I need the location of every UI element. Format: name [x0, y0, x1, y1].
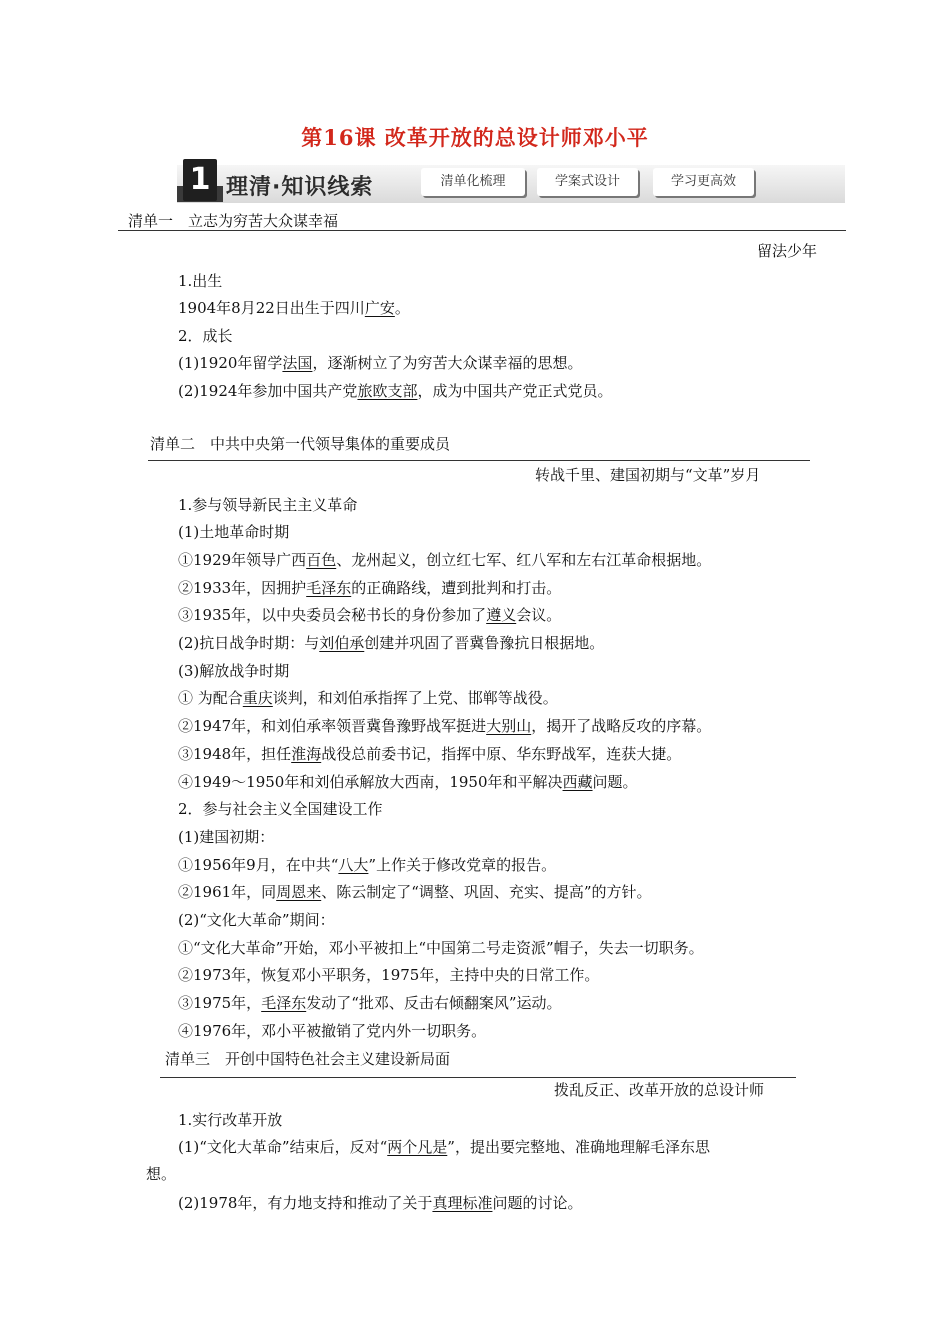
section3-rule: [160, 1077, 796, 1078]
s2-line: ③1948年，担任淮海战役总前委书记，指挥中原、华东野战军，连获大捷。: [178, 745, 682, 763]
pill-checklist: 清单化梳理: [421, 168, 525, 196]
s2-line: ①1929年领导广西百色、龙州起义，创立红七军、红八军和左右江革命根据地。: [178, 551, 712, 569]
s3-line: 想。: [146, 1165, 177, 1183]
s2-line: ③1935年，以中央委员会秘书长的身份参加了遵义会议。: [178, 606, 562, 624]
section2-heading: 清单二 中共中央第一代领导集体的重要成员: [150, 435, 451, 453]
s2-line: ②1973年，恢复邓小平职务，1975年，主持中央的日常工作。: [178, 966, 600, 984]
s2-line: 1.参与领导新民主主义革命: [178, 496, 358, 514]
s1-line: (2)1924年参加中国共产党旅欧支部，成为中国共产党正式党员。: [178, 382, 613, 400]
banner-heading: 理清·知识线索: [226, 175, 374, 200]
section1-rule: [118, 230, 846, 231]
s2-line: (1)土地革命时期: [178, 523, 290, 541]
s2-line: (2)“文化大革命”期间：: [178, 911, 335, 929]
section2-rule: [148, 460, 810, 461]
s2-line: (1)建国初期：: [178, 828, 275, 846]
s2-line: (2)抗日战争时期：与刘伯承创建并巩固了晋冀鲁豫抗日根据地。: [178, 634, 605, 652]
s2-line: 2．参与社会主义全国建设工作: [178, 800, 383, 818]
s2-line: ②1961年，同周恩来、陈云制定了“调整、巩固、充实、提高”的方针。: [178, 883, 652, 901]
s2-line: ④1949～1950年和刘伯承解放大西南，1950年和平解决西藏问题。: [178, 773, 638, 791]
section2-subtitle: 转战千里、建国初期与“文革”岁月: [535, 466, 761, 484]
section3-subtitle: 拨乱反正、改革开放的总设计师: [554, 1081, 765, 1099]
s2-line: ②1933年，因拥护毛泽东的正确路线，遭到批判和打击。: [178, 579, 562, 597]
s1-line: (1)1920年留学法国，逐渐树立了为穷苦大众谋幸福的思想。: [178, 354, 583, 372]
s2-line: ① 为配合重庆谈判，和刘伯承指挥了上党、邯郸等战役。: [178, 689, 558, 707]
s2-line: ③1975年，毛泽东发动了“批邓、反击右倾翻案风”运动。: [178, 994, 562, 1012]
s2-line: (3)解放战争时期: [178, 662, 290, 680]
pill-efficiency: 学习更高效: [653, 168, 754, 196]
s2-line: ②1947年，和刘伯承率领晋冀鲁豫野战军挺进大别山，揭开了战略反攻的序幕。: [178, 717, 712, 735]
s1-line: 2．成长: [178, 327, 233, 345]
pill-design: 学案式设计: [537, 168, 638, 196]
page-title: 第16课 改革开放的总设计师邓小平: [301, 125, 649, 150]
section1-heading: 清单一 立志为穷苦大众谋幸福: [128, 212, 339, 230]
section1-subtitle: 留法少年: [757, 242, 818, 260]
s2-line: ①1956年9月，在中共“八大”上作关于修改党章的报告。: [178, 856, 557, 874]
s2-line: ①“文化大革命”开始，邓小平被扣上“中国第二号走资派”帽子，失去一切职务。: [178, 939, 704, 957]
s1-line: 1.出生: [178, 272, 223, 290]
s3-line: 1.实行改革开放: [178, 1111, 283, 1129]
banner-number-badge: 1: [183, 159, 217, 201]
section3-heading: 清单三 开创中国特色社会主义建设新局面: [165, 1050, 451, 1068]
s2-line: ④1976年，邓小平被撤销了党内外一切职务。: [178, 1022, 487, 1040]
s3-line: (2)1978年，有力地支持和推动了关于真理标准问题的讨论。: [178, 1194, 583, 1212]
s1-line: 1904年8月22日出生于四川广安。: [178, 299, 410, 317]
s3-line: (1)“文化大革命”结束后，反对“两个凡是”，提出要完整地、准确地理解毛泽东思: [178, 1138, 710, 1156]
